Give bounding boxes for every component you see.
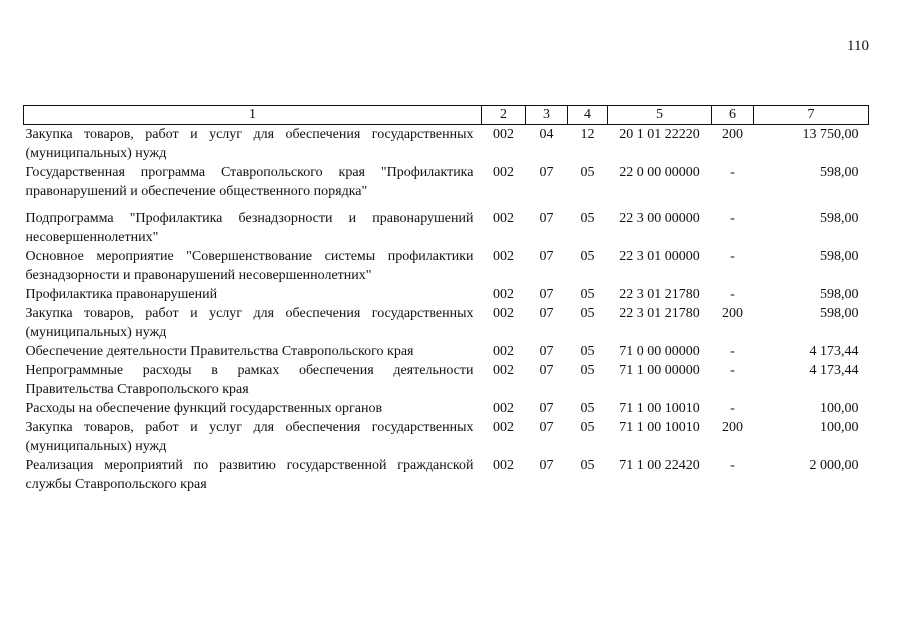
row-code-3: 07 (539, 211, 554, 226)
row-code-5: 22 3 00 00000 (619, 211, 700, 226)
row-code-6: - (730, 401, 735, 416)
row-code-4: 05 (580, 344, 595, 359)
page-number: 110 (847, 38, 869, 54)
row-amount: 598,00 (820, 165, 859, 180)
row-code-6: - (730, 249, 735, 264)
row-name: Непрограммные расходы в рамках обеспечения деятельности Правительства Ставропольского края (25, 363, 474, 397)
table-row (24, 456, 869, 494)
row-code-4: 05 (580, 165, 595, 180)
row-name: Основное мероприятие "Совершенствование системы профилактики безнадзорности и правонарушений несовершеннолетних" (25, 249, 474, 283)
row-amount: 100,00 (820, 420, 859, 435)
row-name: Государственная программа Ставропольского края "Профилактика правонарушений и обеспечение общественного порядка" (25, 165, 474, 199)
row-code-6: - (730, 165, 735, 180)
row-amount: 598,00 (820, 211, 859, 226)
row-code-3: 04 (539, 127, 554, 142)
row-code-4: 05 (580, 458, 595, 473)
row-amount: 598,00 (820, 249, 859, 264)
header-col-1: 1 (24, 106, 482, 125)
row-code-5: 22 3 01 00000 (619, 249, 700, 264)
row-code-4: 05 (580, 420, 595, 435)
row-code-2: 002 (493, 401, 514, 416)
row-code-5: 71 1 00 00000 (619, 363, 700, 378)
row-code-5: 71 1 00 10010 (619, 401, 700, 416)
row-code-2: 002 (493, 363, 514, 378)
row-code-6: - (730, 287, 735, 302)
row-amount: 598,00 (820, 306, 859, 321)
row-name: Расходы на обеспечение функций государственных органов (25, 401, 383, 416)
row-code-6: 200 (722, 306, 743, 321)
row-code-6: - (730, 211, 735, 226)
row-code-5: 22 3 01 21780 (619, 287, 700, 302)
table-row (24, 342, 869, 361)
row-code-6: 200 (722, 127, 743, 142)
row-code-4: 05 (580, 306, 595, 321)
table-row (24, 209, 869, 247)
table-row (24, 247, 869, 285)
table-row (24, 125, 869, 164)
row-name: Реализация мероприятий по развитию государственной гражданской службы Ставропольского края (25, 458, 474, 492)
row-code-2: 002 (493, 458, 514, 473)
row-code-4: 05 (580, 249, 595, 264)
row-name: Обеспечение деятельности Правительства Ставропольского края (25, 344, 414, 359)
row-code-5: 71 0 00 00000 (619, 344, 700, 359)
row-code-3: 07 (539, 306, 554, 321)
row-amount: 13 750,00 (802, 127, 859, 142)
row-code-5: 71 1 00 22420 (619, 458, 700, 473)
row-code-3: 07 (539, 420, 554, 435)
header-col-6: 6 (712, 106, 754, 125)
row-code-2: 002 (493, 287, 514, 302)
row-code-2: 002 (493, 127, 514, 142)
header-col-3: 3 (526, 106, 568, 125)
header-col-4: 4 (568, 106, 608, 125)
row-code-2: 002 (493, 344, 514, 359)
row-code-6: 200 (722, 420, 743, 435)
row-amount: 100,00 (820, 401, 859, 416)
row-code-4: 12 (580, 127, 595, 142)
row-code-5: 71 1 00 10010 (619, 420, 700, 435)
row-code-4: 05 (580, 211, 595, 226)
row-code-4: 05 (580, 363, 595, 378)
budget-table (23, 105, 869, 494)
row-code-6: - (730, 458, 735, 473)
row-code-2: 002 (493, 249, 514, 264)
header-col-5: 5 (608, 106, 712, 125)
row-code-3: 07 (539, 363, 554, 378)
row-code-6: - (730, 363, 735, 378)
table-row (24, 361, 869, 399)
row-name: Закупка товаров, работ и услуг для обеспечения государственных (муниципальных) нужд (25, 420, 474, 454)
row-code-2: 002 (493, 165, 514, 180)
row-code-5: 22 0 00 00000 (619, 165, 700, 180)
row-amount: 4 173,44 (809, 363, 859, 378)
row-code-4: 05 (580, 401, 595, 416)
row-code-3: 07 (539, 165, 554, 180)
row-code-2: 002 (493, 211, 514, 226)
row-name: Подпрограмма "Профилактика безнадзорности и правонарушений несовершеннолетних" (25, 211, 474, 245)
row-name: Закупка товаров, работ и услуг для обеспечения государственных (муниципальных) нужд (25, 127, 474, 161)
row-code-3: 07 (539, 401, 554, 416)
row-code-6: - (730, 344, 735, 359)
header-row (24, 106, 869, 125)
row-code-2: 002 (493, 420, 514, 435)
table-row (24, 304, 869, 342)
row-code-3: 07 (539, 249, 554, 264)
row-code-3: 07 (539, 458, 554, 473)
header-col-7: 7 (754, 106, 869, 125)
header-col-2: 2 (482, 106, 526, 125)
row-code-3: 07 (539, 287, 554, 302)
row-code-4: 05 (580, 287, 595, 302)
row-name: Закупка товаров, работ и услуг для обеспечения государственных (муниципальных) нужд (25, 306, 474, 340)
table-row (24, 163, 869, 209)
row-code-5: 20 1 01 22220 (619, 127, 700, 142)
row-amount: 2 000,00 (809, 458, 859, 473)
row-code-2: 002 (493, 306, 514, 321)
table-row (24, 285, 869, 304)
table-row (24, 418, 869, 456)
table-row (24, 399, 869, 418)
row-amount: 598,00 (820, 287, 859, 302)
row-name: Профилактика правонарушений (25, 287, 218, 302)
row-code-3: 07 (539, 344, 554, 359)
row-amount: 4 173,44 (809, 344, 859, 359)
row-code-5: 22 3 01 21780 (619, 306, 700, 321)
